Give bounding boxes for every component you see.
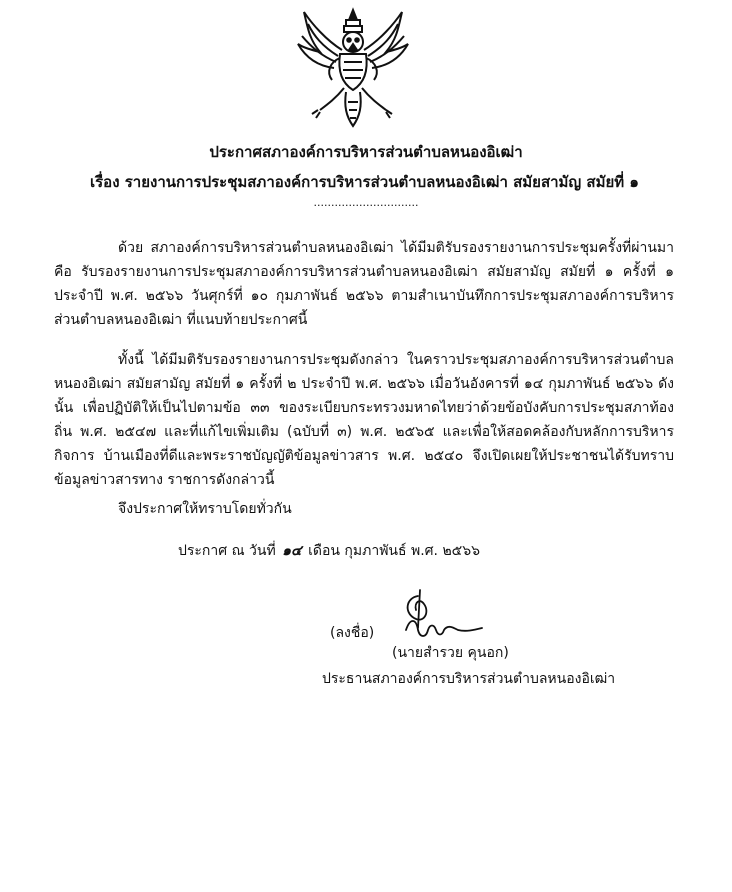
announcement-date <box>178 540 480 562</box>
signer-title: ประธานสภาองค์การบริหารส่วนตำบลหนองอิเฒ่า <box>322 671 616 687</box>
sign-label: (ลงชื่อ) <box>330 625 375 641</box>
body-paragraph-1: ด้วย สภาองค์การบริหารส่วนตำบลหนองอิเฒ่า ได้มีมติรับรองรายงานการประชุมครั้งที่ผ่านมา คือ รับรองรายงานการประชุมสภาองค์การบริหารส่วนตำบลหนองอิเฒ่า สมัยสามัญ สมัยที่ ๑ ครั้งที่ ๑ ประจำปี พ.ศ. ๒๕๖๖ วันศุกร์ที่ ๑๐ กุมภาพันธ์ ๒๕๖๖ ตามสำเนาบันทึกการประชุมสภาองค์การบริหาร ส่วนตำบลหนองอิเฒ่า ที่แนบท้ายประกาศนี้ <box>54 240 674 328</box>
date-prefix: ประกาศ ณ วันที่ <box>178 543 276 559</box>
garuda-emblem-icon <box>294 6 412 130</box>
date-suffix: เดือน กุมภาพันธ์ พ.ศ. ๒๕๖๖ <box>308 543 481 559</box>
body-paragraph-2: ทั้งนี้ ได้มีมติรับรองรายงานการประชุมดังกล่าว ในคราวประชุมสภาองค์การบริหารส่วนตำบล หนองอิเฒ่า สมัยสามัญ สมัยที่ ๑ ครั้งที่ ๒ ประจำปี พ.ศ. ๒๕๖๖ เมื่อวันอังคารที่ ๑๔ กุมภาพันธ์ ๒๕๖๖ ดังนั้น เพื่อปฏิบัติให้เป็นไปตามข้อ ๓๓ ของระเบียบกระทรวงมหาดไทยว่าด้วยข้อบังคับการประชุมสภาท้องถิ่น พ.ศ. ๒๕๔๗ และที่แก้ไขเพิ่มเติม (ฉบับที่ ๓) พ.ศ. ๒๕๖๕ และเพื่อให้สอดคล้องกับหลักการบริหารกิจการ บ้านเมืองที่ดีและพระราชบัญญัติข้อมูลข่าวสาร พ.ศ. ๒๕๔๐ จึงเปิดเผยให้ประชาชนได้รับทราบข้อมูลข่าวสารทาง ราชการดังกล่าวนี้ <box>54 352 674 488</box>
closing-statement: จึงประกาศให้ทราบโดยทั่วกัน <box>118 501 292 517</box>
signer-name: (นายสำรวย คุนอก) <box>392 645 509 661</box>
date-day: ๑๔ <box>282 543 302 559</box>
dotted-divider: .............................. <box>313 196 419 209</box>
handwritten-signature <box>396 588 486 650</box>
announcement-title: ประกาศสภาองค์การบริหารส่วนตำบลหนองอิเฒ่า <box>209 143 523 161</box>
announcement-subject: เรื่อง รายงานการประชุมสภาองค์การบริหารส่วนตำบลหนองอิเฒ่า สมัยสามัญ สมัยที่ ๑ <box>90 173 639 191</box>
